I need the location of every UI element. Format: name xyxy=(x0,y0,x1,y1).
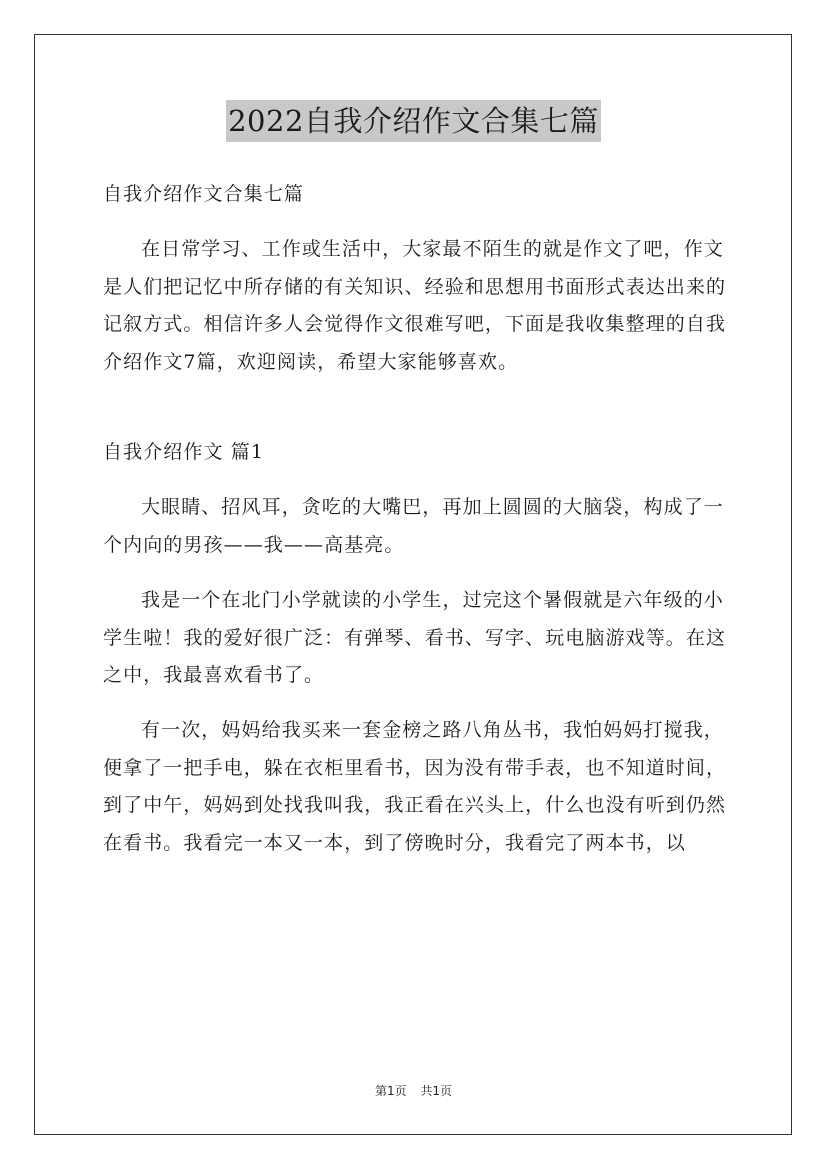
spacer xyxy=(103,381,743,434)
page-footer xyxy=(0,1082,827,1099)
title-container xyxy=(0,100,827,142)
subtitle: 自我介绍作文合集七篇 xyxy=(103,183,305,205)
document-body xyxy=(103,176,743,862)
body-paragraph: 我是一个在北门小学就读的小学生，过完这个暑假就是六年级的小学生啦！我的爱好很广泛：有弹琴、看书、写字、玩电脑游戏等。在这之中，我最喜欢看书了。 xyxy=(103,589,727,687)
spacer xyxy=(103,564,743,582)
document-title: 2022自我介绍作文合集七篇 xyxy=(226,100,601,142)
spacer xyxy=(103,213,743,231)
body-paragraph: 大眼睛、招风耳，贪吃的大嘴巴，再加上圆圆的大脑袋，构成了一个内向的男孩——我——高基亮。 xyxy=(103,496,724,556)
total-pages: 共1页 xyxy=(420,1084,453,1098)
intro-paragraph: 在日常学习、工作或生活中，大家最不陌生的就是作文了吧，作文是人们把记忆中所存储的有关知识、经验和思想用书面形式表达出来的记叙方式。相信许多人会觉得作文很难写吧，下面是我收集整理的自我介绍作文7篇，欢迎阅读，希望大家能够喜欢。 xyxy=(103,238,727,373)
body-paragraph: 有一次，妈妈给我买来一套金榜之路八角丛书，我怕妈妈打搅我，便拿了一把手电，躲在衣柜里看书，因为没有带手表，也不知道时间，到了中午，妈妈到处找我叫我，我正看在兴头上，什么也没有听到仍然在看书。我看完一本又一本，到了傍晚时分，我看完了两本书，以 xyxy=(103,719,727,854)
section-heading: 自我介绍作文 篇1 xyxy=(103,441,265,464)
spacer xyxy=(103,694,743,712)
page-number: 第1页 xyxy=(374,1084,407,1098)
spacer xyxy=(103,471,743,489)
